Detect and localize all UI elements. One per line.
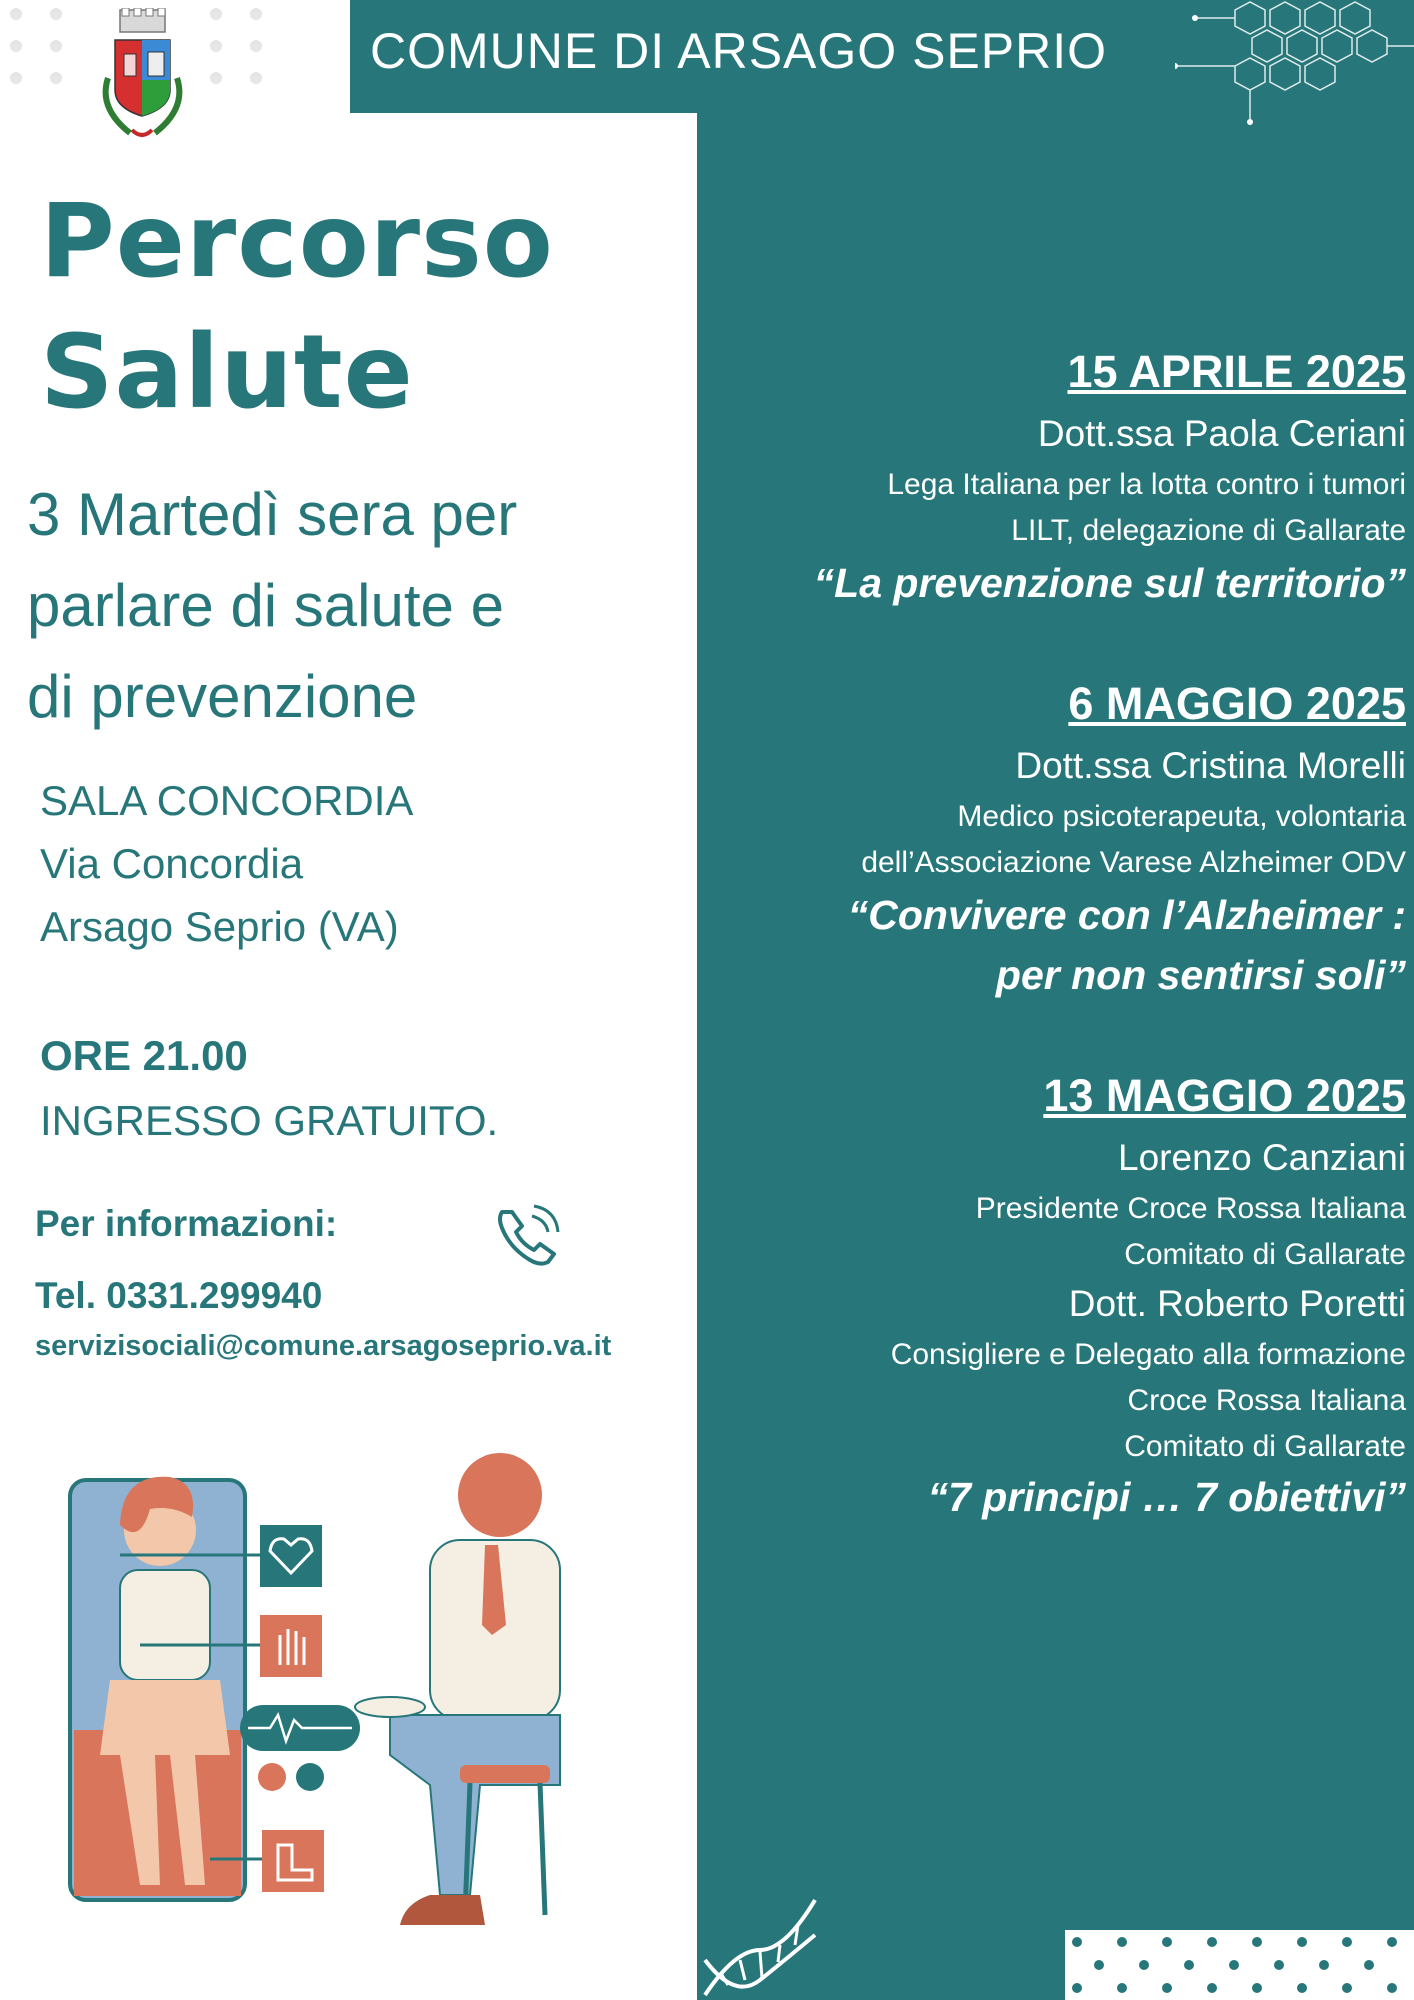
- municipal-crest-icon: [90, 8, 195, 158]
- info-label: Per informazioni:: [35, 1203, 338, 1244]
- talk-title: per non sentirsi soli”: [995, 952, 1406, 998]
- venue-line: Arsago Seprio (VA): [40, 903, 399, 950]
- speaker-role: LILT, delegazione di Gallarate: [1011, 514, 1406, 547]
- email-link[interactable]: servizisociali@comune.arsagoseprio.va.it: [35, 1330, 612, 1362]
- speaker-name: Dott.ssa Cristina Morelli: [1015, 745, 1406, 786]
- talk-title: “La prevenzione sul territorio”: [813, 560, 1406, 606]
- speaker-role: Medico psicoterapeuta, volontaria: [957, 800, 1406, 833]
- speaker-role: Croce Rossa Italiana: [1127, 1384, 1406, 1417]
- speaker-name: Dott.ssa Paola Ceriani: [1037, 413, 1406, 454]
- subtitle-line: parlare di salute e: [27, 572, 504, 639]
- event-time: ORE 21.00: [40, 1032, 248, 1079]
- speaker-role: dell’Associazione Varese Alzheimer ODV: [861, 846, 1406, 879]
- speaker-role: Comitato di Gallarate: [1124, 1430, 1406, 1463]
- entry-info: INGRESSO GRATUITO.: [40, 1097, 499, 1144]
- speaker-role: Consigliere e Delegato alla formazione: [890, 1338, 1406, 1371]
- right-panel: [697, 0, 1414, 2000]
- speaker-role: Presidente Croce Rossa Italiana: [975, 1192, 1406, 1225]
- event-date: 15 APRILE 2025: [1067, 346, 1406, 397]
- event-date: 6 MAGGIO 2025: [1068, 678, 1406, 729]
- phone-icon: [490, 1198, 565, 1273]
- speaker-name: Dott. Roberto Poretti: [1068, 1283, 1406, 1324]
- header-title: COMUNE DI ARSAGO SEPRIO: [370, 23, 1108, 79]
- subtitle-line: di prevenzione: [27, 663, 418, 730]
- dna-icon: [700, 1890, 820, 2000]
- venue-line: SALA CONCORDIA: [40, 777, 414, 824]
- page-title-line2: Salute: [40, 313, 414, 432]
- phone-number[interactable]: Tel. 0331.299940: [35, 1275, 323, 1316]
- dot-pattern-decoration: [1065, 1930, 1414, 2000]
- venue-line: Via Concordia: [40, 840, 304, 887]
- subtitle-line: 3 Martedì sera per: [27, 481, 518, 548]
- hexagon-network-icon: [1175, 0, 1414, 125]
- page-title-line1: Percorso: [40, 182, 554, 301]
- speaker-name: Lorenzo Canziani: [1118, 1137, 1406, 1178]
- speaker-role: Comitato di Gallarate: [1124, 1238, 1406, 1271]
- talk-title: “7 principi … 7 obiettivi”: [927, 1474, 1406, 1520]
- event-date: 13 MAGGIO 2025: [1043, 1070, 1406, 1121]
- talk-title: “Convivere con l’Alzheimer :: [847, 892, 1406, 938]
- speaker-role: Lega Italiana per la lotta contro i tumori: [887, 468, 1406, 501]
- doctor-patient-illustration: [60, 1425, 640, 1945]
